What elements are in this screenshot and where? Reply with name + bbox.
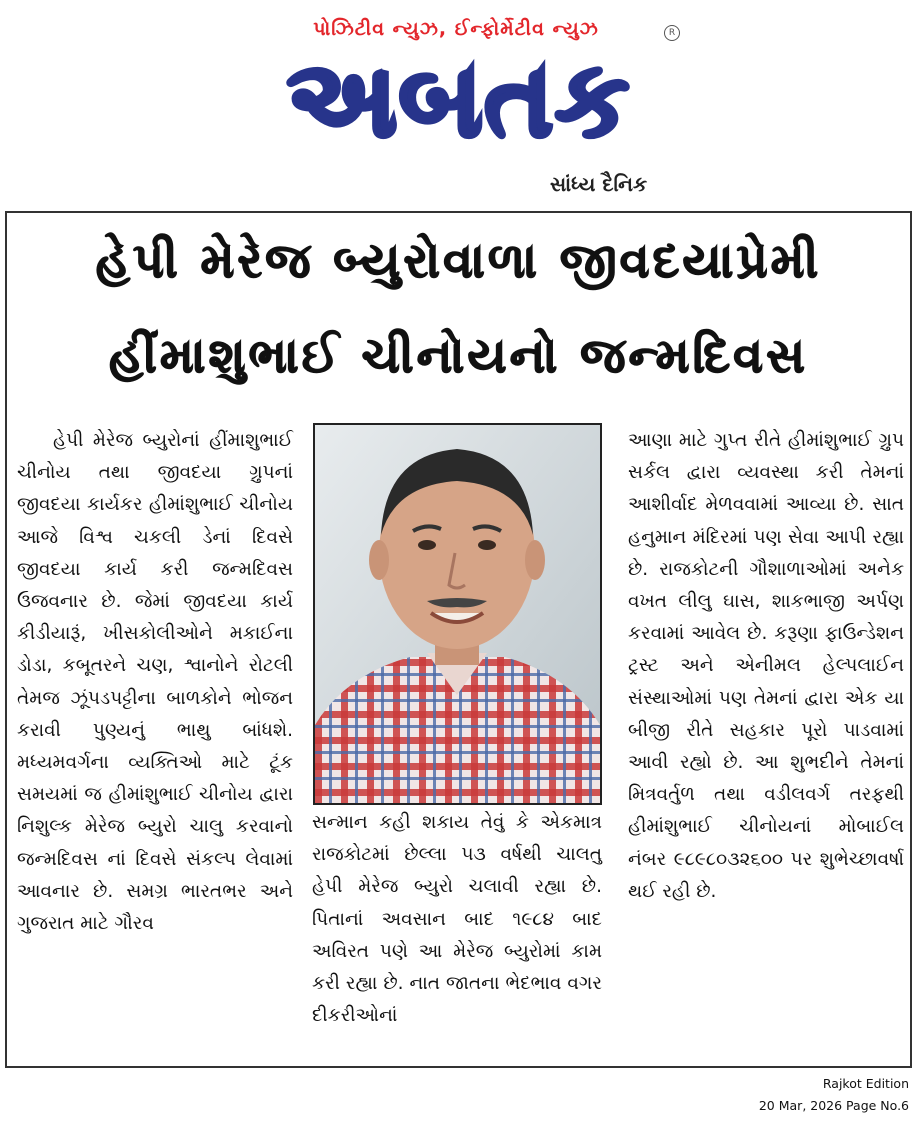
article-box [5,211,912,1068]
registered-trademark-icon: R [664,25,680,41]
newspaper-logo: અબતક [287,38,631,160]
article-column-left [17,425,293,940]
portrait-illustration-icon [315,425,600,803]
headline-line-1: હેપી મેરેજ બ્યુરોવાળા જીવદયાપ્રેમી [95,233,822,289]
masthead [0,0,917,205]
footer-date-page: 20 Mar, 2026 Page No.6 [758,1098,909,1113]
headline-line-2: હીંમાશુભાઈ ચીનોયનો જન્મદિવસ [109,328,808,384]
article-column-right: આણા માટે ગુપ્ત રીતે હીમાંશુભાઈ ગ્રુપ સર્કલ દ્વારા વ્યવસ્થા કરી તેમનાં આશીર્વાદ મેળવવામાં આવ્યા છે. સાત હનુમાન મંદિરમાં પણ સેવા આપી રહ્યા છે. રાજકોટની ગૌશાળાઓમાં અનેક વખત લીલુ ઘાસ, શાકભાજી અર્પણ કરવામાં આવેલ છે. કરૂણા ફાઉન્ડેશન ટ્રસ્ટ અને એનીમલ હેલ્પલાઈન સંસ્થાઓમાં પણ તેમનાં દ્વારા એક યા બીજી રીતે સહકાર પૂરો પાડવામાં આવી રહ્યો છે. આ શુભદીને તેમનાં મિત્રવર્તુળ તથા વડીલવર્ગ તરફથી હીમાંશુભાઈ ચીનોયનાં મોબાઈલ નંબર ૯૮૯૮૦૩૨૬૦૦ પર શુભેચ્છાવર્ષા થઈ રહી છે. [628,430,904,902]
portrait-photo [313,423,602,805]
edition-type-label: સાંધ્ય દૈનિક [550,172,648,196]
column-left-text: હેપી મેરેજ બ્યુરોનાં હીંમાશુભાઈ ચીનોય તથા જીવદયા ગ્રુપનાં જીવદયા કાર્યકર હીમાંશુભાઈ ચીનોય આજે વિશ્વ ચકલી ડેનાં દિવસે જીવદયા કાર્ય કરી જન્મદિવસ ઉજવનાર છે. જેમાં જીવદયા કાર્ય કીડીયારૂં, ખીસકોલીઓને મકાઈના ડોડા, કબૂતરને ચણ, શ્વાનોને રોટલી તેમજ ઝૂંપડપટ્ટીના બાળકોને ભોજન કરાવી પુણ્યનું ભાથુ બાંધશે. મધ્યમવર્ગના વ્યક્તિઓ માટે ટૂંક સમયમાં જ હીમાંશુભાઈ ચીનોય દ્વારા નિશુલ્ક મેરેજ બ્યુરો ચાલુ કરવાનો જન્મદિવસ નાં દિવસે સંકલ્પ લેવામાં આવનાર છે. સમગ્ર ભારતભર અને ગુજરાત માટે ગૌરવ [17,430,293,935]
footer-edition: Rajkot Edition [822,1076,909,1091]
masthead-tagline: પોઝિટીવ ન્યુઝ, ઈન્ફોર્મેટીવ ન્યુઝ [313,18,599,40]
article-column-middle: સન્માન કહી શકાય તેવું કે એકમાત્ર રાજકોટમાં છેલ્લા ૫૩ વર્ષથી ચાલતુ હેપી મેરેજ બ્યુરો ચલાવી રહ્યા છે. પિતાનાં અવસાન બાદ ૧૯૮૪ બાદ અવિરત પણે આ મેરેજ બ્યુરોમાં કામ કરી રહ્યા છે. નાત જાતના ભેદભાવ વગર દીકરીઓનાં [312,812,602,1027]
